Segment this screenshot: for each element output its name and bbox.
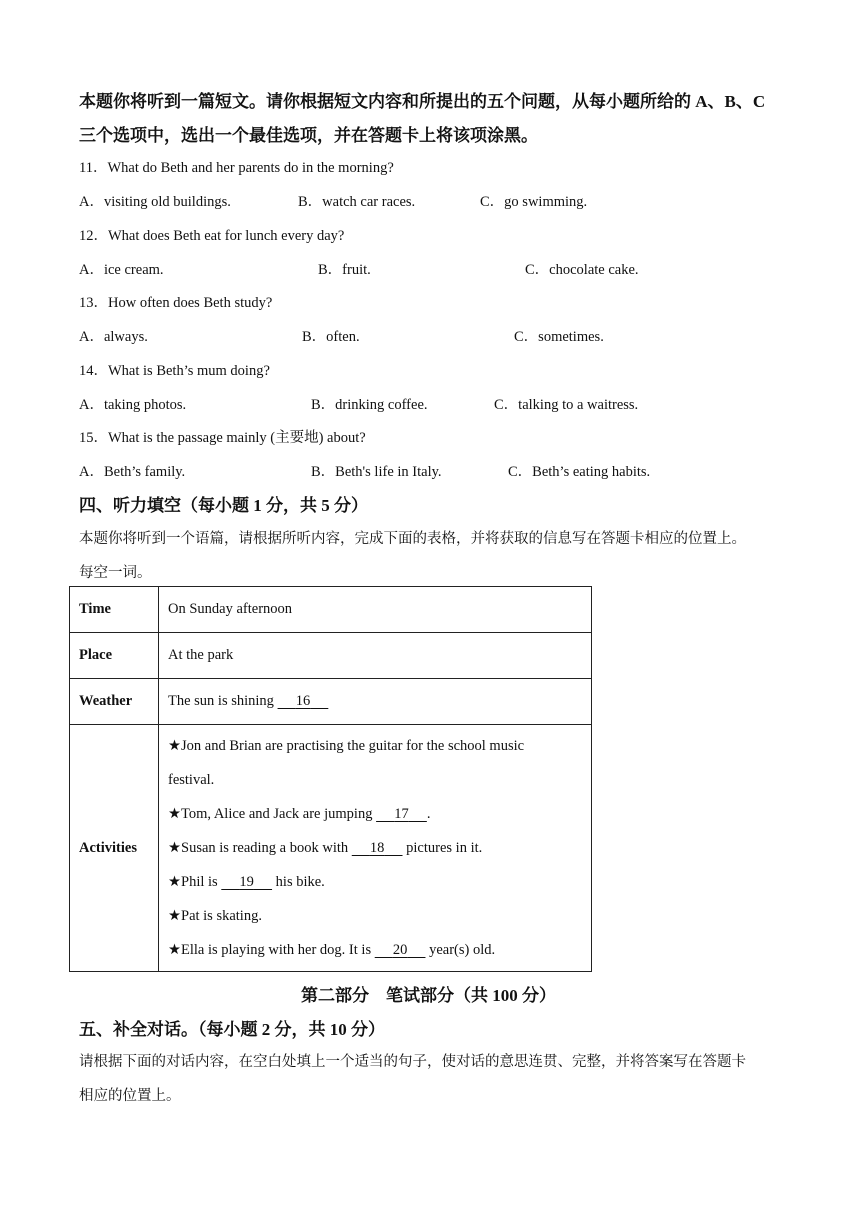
- time-label: Time: [70, 587, 159, 633]
- activity-3-text: ★Susan is reading a book with: [168, 840, 349, 856]
- activity-2: [168, 797, 582, 831]
- activity-4-end: his bike.: [275, 874, 325, 890]
- weather-label: Weather: [70, 679, 159, 725]
- activities-cell: [159, 725, 592, 972]
- blank-18-number: 18: [369, 840, 385, 856]
- table-row: [70, 679, 592, 725]
- section-5-instructions-line2: 相应的位置上。: [79, 1088, 181, 1104]
- blank-20: [375, 933, 426, 967]
- place-value: At the park: [159, 633, 592, 679]
- table-row: [70, 725, 592, 972]
- blank-20-number: 20: [392, 942, 408, 958]
- blank-19-number: 19: [239, 874, 254, 890]
- q14-option-a: A．taking photos.: [79, 397, 187, 413]
- listening-table: [69, 586, 592, 972]
- section-5-heading: 五、补全对话。（每小题 2 分，共 10 分）: [79, 1020, 385, 1039]
- q15-option-c: C．Beth’s eating habits.: [508, 464, 651, 480]
- question-13: 13．How often does Beth study?: [79, 295, 273, 311]
- q13-option-b: B．often.: [302, 329, 360, 345]
- activity-6: [168, 933, 582, 967]
- question-15: 15．What is the passage mainly (主要地) about?: [79, 430, 366, 446]
- activity-4-text: ★Phil is: [168, 874, 218, 890]
- listening-instructions-line1: 本题你将听到一篇短文。请你根据短文内容和所提出的五个问题，从每小题所给的 A、B、C: [79, 92, 766, 111]
- blank-19: [221, 865, 272, 899]
- q12-option-b: B．fruit.: [318, 262, 371, 278]
- blank-16-number: 16: [295, 693, 311, 709]
- section-4-instructions-line1: 本题你将听到一个语篇，请根据所听内容，完成下面的表格，并将获取的信息写在答题卡相应的位置上。: [79, 531, 746, 547]
- q15-option-a: A．Beth’s family.: [79, 464, 186, 480]
- weather-text: The sun is shining: [168, 693, 274, 709]
- section-4-heading: 四、听力填空（每小题 1 分，共 5 分）: [79, 496, 368, 515]
- blank-17-number: 17: [394, 806, 409, 822]
- weather-cell: [159, 679, 592, 725]
- q14-option-c: C．talking to a waitress.: [494, 397, 639, 413]
- q12-option-a: A．ice cream.: [79, 262, 164, 278]
- q11-option-a: A．visiting old buildings.: [79, 194, 231, 210]
- blank-16: [278, 693, 329, 710]
- blank-18: [352, 831, 403, 865]
- q12-option-c: C．chocolate cake.: [525, 262, 639, 278]
- time-value: On Sunday afternoon: [159, 587, 592, 633]
- table-row: [70, 633, 592, 679]
- activity-1-line2: festival.: [168, 772, 215, 788]
- activity-6-text: ★Ella is playing with her dog. It is: [168, 942, 372, 958]
- activity-5: ★Pat is skating.: [168, 908, 262, 924]
- q15-option-b: B．Beth's life in Italy.: [311, 464, 442, 480]
- place-label: Place: [70, 633, 159, 679]
- activity-1-line1: ★Jon and Brian are practising the guitar for the school music: [168, 738, 525, 754]
- table-row: [70, 587, 592, 633]
- q13-option-c: C．sometimes.: [514, 329, 604, 345]
- activity-3: [168, 831, 582, 865]
- q11-option-c: C．go swimming.: [480, 194, 588, 210]
- activity-4: [168, 865, 582, 899]
- listening-instructions-line2: 三个选项中，选出一个最佳选项，并在答题卡上将该项涂黑。: [79, 126, 538, 145]
- activity-2-text: ★Tom, Alice and Jack are jumping: [168, 806, 373, 822]
- activities-label: Activities: [70, 725, 159, 972]
- section-5-instructions-line1: 请根据下面的对话内容，在空白处填上一个适当的句子，使对话的意思连贯、完整，并将答案写在答题卡: [79, 1054, 746, 1070]
- q11-option-b: B．watch car races.: [298, 194, 416, 210]
- question-12: 12．What does Beth eat for lunch every day?: [79, 228, 345, 244]
- q14-option-b: B．drinking coffee.: [311, 397, 428, 413]
- question-11: 11．What do Beth and her parents do in the morning?: [79, 160, 394, 176]
- question-14: 14．What is Beth’s mum doing?: [79, 363, 270, 379]
- activity-2-end: .: [426, 806, 431, 822]
- part-2-heading: 第二部分 笔试部分（共 100 分）: [301, 986, 556, 1005]
- activity-6-end: year(s) old.: [429, 942, 496, 958]
- q13-option-a: A．always.: [79, 329, 148, 345]
- blank-17: [376, 797, 427, 831]
- section-4-instructions-line2: 每空一词。: [79, 565, 152, 581]
- activity-3-end: pictures in it.: [406, 840, 483, 856]
